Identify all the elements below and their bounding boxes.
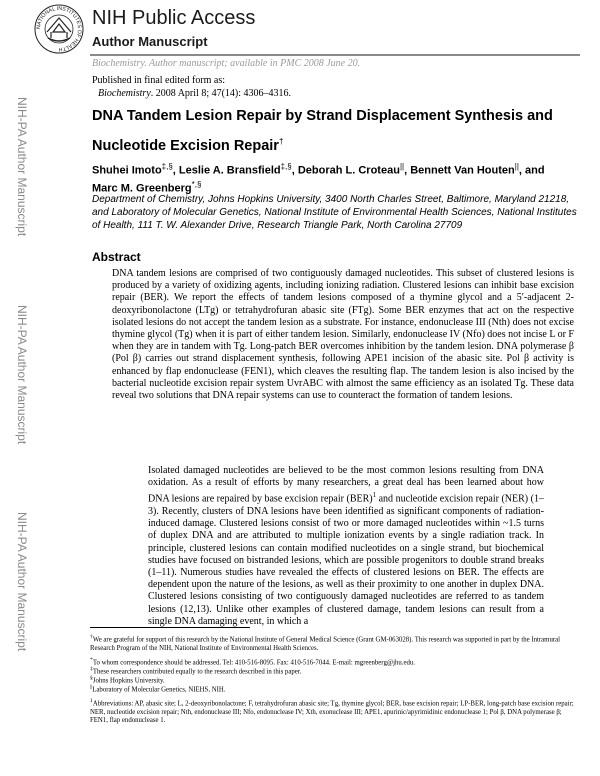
intro-paragraph — [148, 465, 544, 628]
footnote-marker: † — [90, 634, 93, 640]
availability-note: Biochemistry. Author manuscript; available in PMC 2008 June 20. — [92, 58, 361, 69]
author-name: Shuhei Imoto — [92, 164, 162, 177]
nih-seal-logo — [34, 4, 84, 54]
published-in-label: Published in final edited form as: — [92, 75, 226, 86]
paper-title-text: DNA Tandem Lesion Repair by Strand Displacement Synthesis and Nucleotide Excision Repair — [92, 108, 553, 154]
footnote-niehs — [90, 683, 580, 695]
footnote-marker: || — [90, 684, 93, 690]
author-list: Shuhei Imoto‡,§, Leslie A. Bransfield‡,§, Deborah L. Croteau||, Bennett Van Houten||, and Marc M. Greenberg*,§ — [92, 162, 545, 195]
abstract-heading: Abstract — [92, 250, 141, 264]
author-affil-marker: ‡,§ — [280, 162, 292, 171]
footnote-text: Johns Hopkins University. — [92, 677, 165, 685]
footnote-rule — [90, 627, 250, 628]
title-footnote-marker: † — [278, 137, 284, 146]
footnote-text: Abbreviations: AP, abasic site; L, 2-deoxyribonolactone; F, tetrahydrofuran abasic site; Tg, thymine glycol; BER, base excision repair; LP-BER, long-patch base excision repair; NER, nucleotide excision repair; Nth, endonuclease III; Nfo, endonuclease IV; Xth, exonuclease III; APE1, apurinic/apyrimidinic endonuclease 1; Pol β, DNA polymerase β; FEN1, flap endonuclease 1. — [90, 700, 574, 725]
header-rule — [90, 54, 580, 56]
author-name: Leslie A. Bransfield — [178, 164, 281, 177]
footnote-marker: * — [90, 657, 93, 663]
side-label-bottom: NIH-PA Author Manuscript — [15, 512, 29, 652]
footnote-abbreviations — [90, 697, 580, 726]
author-manuscript-label: Author Manuscript — [92, 34, 208, 49]
footnote-funding — [90, 633, 580, 653]
footnote-text: We are grateful for support of this research by the National Institute of General Medical Science (Grant GM-063028). This research was supported in part by the Intramural Research Program of the NIH, National Institute of Environmental Health Sciences. — [90, 636, 561, 652]
author-affil-marker: || — [514, 162, 519, 171]
author-name: Marc M. Greenberg — [92, 182, 192, 195]
side-label-top: NIH-PA Author Manuscript — [15, 97, 29, 237]
author-name: Bennett Van Houten — [410, 164, 515, 177]
citation — [98, 88, 291, 99]
paper-title — [92, 104, 572, 159]
svg-text:NATIONAL INSTITUTES OF HEALTH: NATIONAL INSTITUTES OF HEALTH — [35, 5, 83, 53]
intro-text-part2: and nucleotide excision repair (NER) (1–3). Recently, clusters of DNA lesions have been identified as significant components of radiation-induced damage. Clustered lesions consist of two or more damaged nucleotides within ~1.5 turns of duplex DNA and are attributed to multiple ionization events by a single radiation track. In principle, clustered lesions can contain modified nucleotides on a single strand, but biochemical studies have focused on bistranded lesions, which are possible progenitors to double strand breaks (1–11). Numerous studies have revealed the effects of clustered lesions on BER. The effects are dependent upon the nature of the lesions, as well as their proximity to one another in duplex DNA. Clustered lesions consisting of two contiguously damaged nucleotides are referred to as tandem lesions (12,13). Unlike other examples of clustered damage, tandem lesions can result from a single DNA damaging event, in which a — [148, 493, 544, 627]
footnote-marker: ‡ — [90, 666, 93, 672]
footnote-text: Laboratory of Molecular Genetics, NIEHS, NIH. — [92, 686, 226, 694]
footnote-text: These researchers contributed equally to the research described in this paper. — [92, 668, 302, 676]
abstract-text: DNA tandem lesions are comprised of two contiguously damaged nucleotides. This subset of clustered lesions is produced by a variety of oxidizing agents, including ionizing radiation. Clustered lesions can inhibit base excision repair (BER). We report the effects of tandem lesions composed of a thymine glycol and a 5′-adjacent 2-deoxyribonolactone (LTg) or tetrahydrofuran abasic site (FTg). Some BER enzymes that act on the respective isolated lesions do not accept the tandem lesion as a substrate. For instance, endonuclease III (Nth) does not excise thymine glycol (Tg) when it is part of either tandem lesion. Similarly, endonuclease IV (Nfo) does not incise L or F when they are in tandem with Tg. Long-patch BER overcomes inhibition by the tandem lesion. DNA polymerase β (Pol β) carries out strand displacement synthesis, following APE1 incision of the abasic site. Pol β activity is enhanced by flap endonuclease (FEN1), which cleaves the resulting flap. The tandem lesion is also incised by the bacterial nucleotide excision repair system UvrABC with almost the same efficiency as an isolated Tg. These data reveal two solutions that DNA repair systems can use to counteract the formation of tandem lesions. — [112, 268, 574, 402]
author-name: Deborah L. Croteau — [297, 164, 400, 177]
intro-text-part1: Isolated damaged nucleotides are believed to be the most common lesions resulting from DNA oxidation. As a result of efforts by many researchers, a great deal has been learned about how DNA lesions are repaired by base excision repair (BER) — [148, 465, 544, 505]
side-label-middle: NIH-PA Author Manuscript — [15, 305, 29, 445]
footnote-text: To whom correspondence should be addressed. Tel: 410-516-8095. Fax: 410-516-7044. E-mail: mgreenberg@jhu.edu. — [92, 659, 416, 667]
author-affil-marker: ‡,§ — [161, 162, 173, 171]
author-affil-marker: || — [399, 162, 405, 171]
abbreviation-footnote-marker: 1 — [372, 491, 377, 500]
affiliation: Department of Chemistry, Johns Hopkins University, 3400 North Charles Street, Baltimore, Maryland 21218, and Laboratory of Molecular Genetics, National Institute of Environmental Health Sciences, National Institutes of Health, 111 T. W. Alexander Drive, Research Triangle Park, North Carolina 27709 — [92, 194, 577, 232]
footnote-marker: § — [90, 675, 93, 681]
footnote-marker: 1 — [90, 698, 93, 704]
nih-public-access-title: NIH Public Access — [92, 7, 256, 29]
citation-details: . 2008 April 8; 47(14): 4306–4316. — [150, 88, 292, 99]
journal-name: Biochemistry — [98, 88, 151, 99]
author-affil-marker: *,§ — [191, 179, 202, 189]
